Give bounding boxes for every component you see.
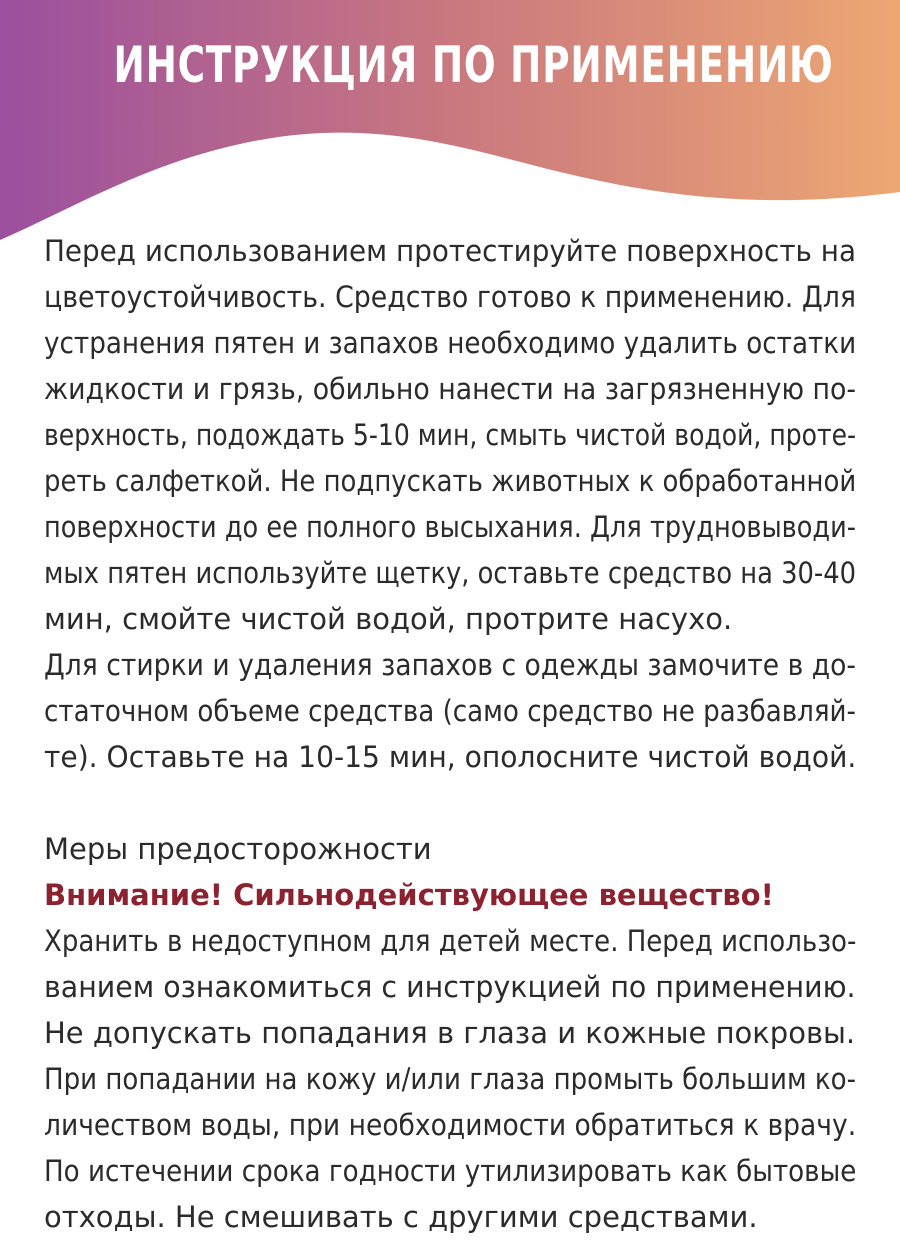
- text-line: поверхности до ее полного высыхания. Для трудновыводи-: [44, 510, 856, 544]
- text-line: отходы. Не смешивать с другими средствами.: [44, 1200, 758, 1234]
- section-spacer: [44, 780, 856, 826]
- text-line: те). Оставьте на 10-15 мин, ополосните чистой водой.: [44, 740, 857, 774]
- header-banner: [0, 0, 900, 260]
- text-line: Для стирки и удаления запахов с одежды замочите в до-: [44, 648, 856, 682]
- text-line: жидкости и грязь, обильно нанести на загрязненную по-: [44, 372, 857, 406]
- text-line: реть салфеткой. Не подпускать животных к обработанной: [44, 464, 857, 498]
- text-line: Перед использованием протестируйте поверхность на: [44, 234, 857, 268]
- text-line: личеством воды, при необходимости обратиться к врачу.: [44, 1108, 857, 1142]
- text-line: По истечении срока годности утилизировать как бытовые: [44, 1154, 857, 1188]
- text-line: ванием ознакомиться с инструкцией по применению.: [44, 970, 856, 1004]
- warning-text: Внимание! Сильнодействующее вещество!: [44, 878, 774, 912]
- text-line: При попадании на кожу и/или глаза промыть большим ко-: [44, 1062, 856, 1096]
- text-line: цветоустойчивость. Средство готово к применению. Для: [44, 280, 857, 314]
- text-line: верхность, подождать 5-10 мин, смыть чистой водой, протe-: [44, 418, 857, 452]
- text-line: мых пятен используйте щетку, оставьте средство на 30-40: [44, 556, 856, 590]
- page-title: ИНСТРУКЦИЯ ПО ПРИМЕНЕНИЮ: [113, 36, 834, 94]
- instructions-text: [44, 228, 856, 1240]
- text-line: устранения пятен и запахов необходимо удалить остатки: [44, 326, 857, 360]
- text-line: Хранить в недоступном для детей месте. Перед использо-: [44, 924, 857, 958]
- text-line: статочном объеме средства (само средство не разбавляй-: [44, 694, 856, 728]
- text-line: мин, смойте чистой водой, протрите насухо.: [44, 602, 733, 636]
- text-line: Не допускать попадания в глаза и кожные покровы.: [44, 1016, 856, 1050]
- precautions-heading: Меры предосторожности: [44, 832, 432, 866]
